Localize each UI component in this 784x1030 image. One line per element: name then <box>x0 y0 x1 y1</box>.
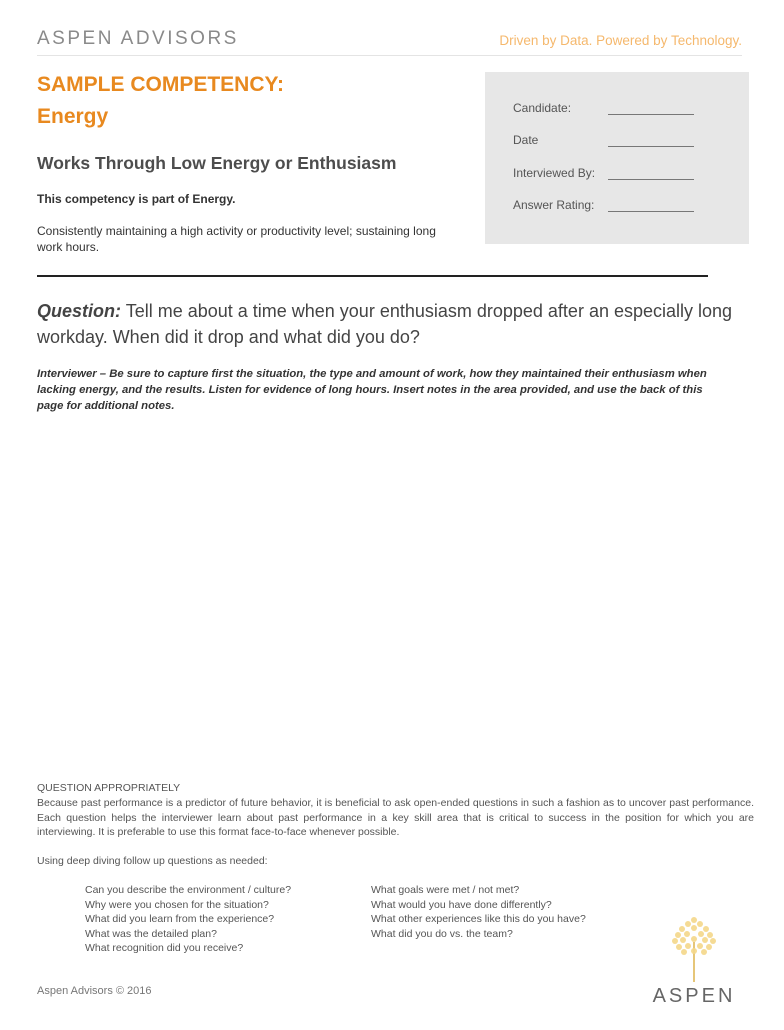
interview-question <box>37 298 737 350</box>
brand-name: ASPEN ADVISORS <box>37 28 239 49</box>
list-item: What was the detailed plan? <box>85 927 217 940</box>
followup-list-left <box>85 883 291 956</box>
logo-text: ASPEN <box>652 985 736 1007</box>
list-item: What other experiences like this do you have? <box>371 913 586 925</box>
list-item: Can you describe the environment / culture? <box>85 884 292 896</box>
answer-rating-label: Answer Rating: <box>513 198 595 212</box>
guidance-body: Because past performance is a predictor of future behavior, it is beneficial to ask open-ended questions in such a fashion as to uncover past performance. Each question helps the interviewer learn about past performance in a key skill area that is critical to success in the position for which you are interviewing. It is preferable to use this format face-to-face whenever possible. <box>37 797 754 838</box>
section-divider <box>37 275 708 277</box>
list-item: What would you have done differently? <box>371 898 552 911</box>
list-item: What recognition did you receive? <box>85 942 244 954</box>
aspen-tree-icon <box>634 912 754 984</box>
answer-rating-field[interactable] <box>608 211 694 212</box>
competency-description: Consistently maintaining a high activity or productivity level; sustaining long work hours. <box>37 224 436 254</box>
followup-intro: Using deep diving follow up questions as needed: <box>37 855 268 867</box>
followup-list-right <box>371 883 586 941</box>
tagline: Driven by Data. Powered by Technology. <box>499 33 742 48</box>
list-item: Why were you chosen for the situation? <box>85 898 269 911</box>
date-field[interactable] <box>608 146 694 147</box>
interviewed-by-label: Interviewed By: <box>513 166 596 180</box>
competency-part-of: This competency is part of Energy. <box>37 192 236 206</box>
candidate-info-box <box>485 72 749 244</box>
list-item: What did you learn from the experience? <box>85 913 275 925</box>
header-divider <box>37 55 742 56</box>
interviewer-instructions: Interviewer – Be sure to capture first the situation, the type and amount of work, how they maintained their enthusiasm when lacking energy, and the results. Listen for evidence of long hours. Insert notes in the area provided, and use the back of this page for additional notes. <box>37 368 707 412</box>
date-label: Date <box>513 133 539 147</box>
candidate-field[interactable] <box>608 114 694 115</box>
aspen-logo <box>634 912 754 1008</box>
question-text: Tell me about a time when your enthusiasm dropped after an especially long workday. When did it drop and what did you do? <box>37 301 733 347</box>
guidance-heading: QUESTION APPROPRIATELY <box>37 782 181 794</box>
interviewed-by-field[interactable] <box>608 179 694 180</box>
competency-subtitle: Works Through Low Energy or Enthusiasm <box>37 153 397 173</box>
competency-name: Energy <box>37 105 109 128</box>
list-item: What did you do vs. the team? <box>371 927 513 940</box>
candidate-label: Candidate: <box>513 101 572 115</box>
question-label: Question: <box>37 301 121 321</box>
competency-title: SAMPLE COMPETENCY: <box>37 73 284 96</box>
copyright: Aspen Advisors © 2016 <box>37 985 152 997</box>
list-item: What goals were met / not met? <box>371 884 520 896</box>
